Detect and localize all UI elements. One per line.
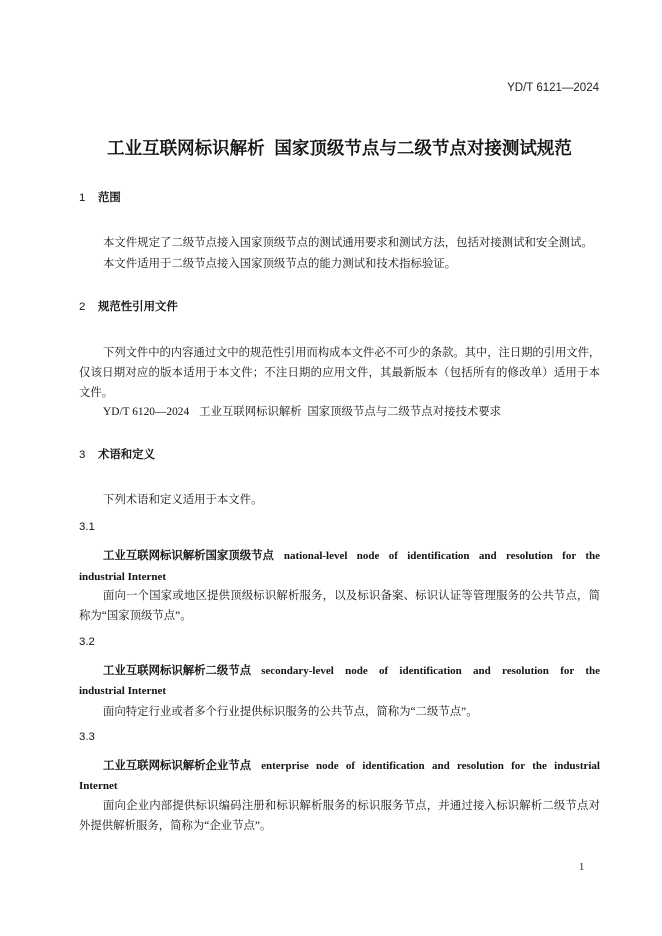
- scope-paragraph: 本文件规定了二级节点接入国家顶级节点的测试通用要求和测试方法，包括对接测试和安全测试。: [103, 237, 593, 249]
- term-number: 3.2: [79, 636, 95, 648]
- term-definition-line: 面向企业内部提供标识编码注册和标识解析服务的标识服务节点，并通过接入标识解析二级节点对: [103, 800, 600, 812]
- term-definition-line: 外提供解析服务，简称为“企业节点”。: [79, 820, 272, 832]
- section-heading-terms: [79, 445, 155, 465]
- section-title: 范围: [98, 192, 121, 204]
- document-title: 工业互联网标识解析 国家顶级节点与二级节点对接测试规范: [107, 138, 572, 158]
- reference-code: YD/T 6120—2024: [103, 406, 190, 418]
- term-english-continued: Internet: [79, 780, 118, 792]
- references-intro-line: 下列文件中的内容通过文中的规范性引用而构成本文件必不可少的条款。其中，注日期的引用文件，: [103, 347, 600, 359]
- section-heading-scope: [79, 188, 121, 208]
- term-definition-line: 面向特定行业或者多个行业提供标识服务的公共节点，简称为“二级节点”。: [103, 706, 478, 718]
- term-chinese: 工业互联网标识解析二级节点: [103, 665, 252, 677]
- standard-code-header: YD/T 6121—2024: [507, 82, 599, 94]
- section-number: 3: [79, 449, 86, 461]
- reference-title: 工业互联网标识解析 国家顶级节点与二级节点对接技术要求: [199, 406, 502, 418]
- term-line: [103, 661, 600, 681]
- reference-item: [103, 402, 501, 422]
- term-line: [103, 756, 600, 776]
- references-intro-line: 文件。: [79, 387, 114, 399]
- term-chinese: 工业互联网标识解析企业节点: [103, 760, 252, 772]
- references-intro-line: 仅该日期对应的版本适用于本文件；不注日期的应用文件，其最新版本（包括所有的修改单）适用于本: [79, 367, 600, 379]
- term-definition-line: 称为“国家顶级节点”。: [79, 610, 192, 622]
- term-english: secondary-level node of identification and resolution for the: [261, 665, 600, 677]
- term-definition-line: 面向一个国家或地区提供顶级标识解析服务，以及标识备案、标识认证等管理服务的公共节点，简: [103, 590, 600, 602]
- page-number: 1: [579, 862, 585, 873]
- scope-paragraph: 本文件适用于二级节点接入国家顶级节点的能力测试和技术指标验证。: [103, 258, 457, 270]
- term-number: 3.3: [79, 731, 95, 743]
- term-number: 3.1: [79, 521, 95, 533]
- section-title: 术语和定义: [98, 449, 155, 461]
- section-number: 1: [79, 192, 86, 204]
- term-english: enterprise node of identification and resolution for the industrial: [261, 760, 600, 772]
- term-english-continued: industrial Internet: [79, 571, 167, 583]
- term-english: national-level node of identification and resolution for the: [283, 550, 600, 562]
- term-english-continued: industrial Internet: [79, 685, 167, 697]
- section-title: 规范性引用文件: [98, 301, 178, 313]
- section-number: 2: [79, 301, 86, 313]
- terms-intro: 下列术语和定义适用于本文件。: [103, 494, 263, 506]
- term-chinese: 工业互联网标识解析国家顶级节点: [103, 550, 274, 562]
- section-heading-normative-references: [79, 297, 178, 317]
- term-line: [103, 546, 600, 566]
